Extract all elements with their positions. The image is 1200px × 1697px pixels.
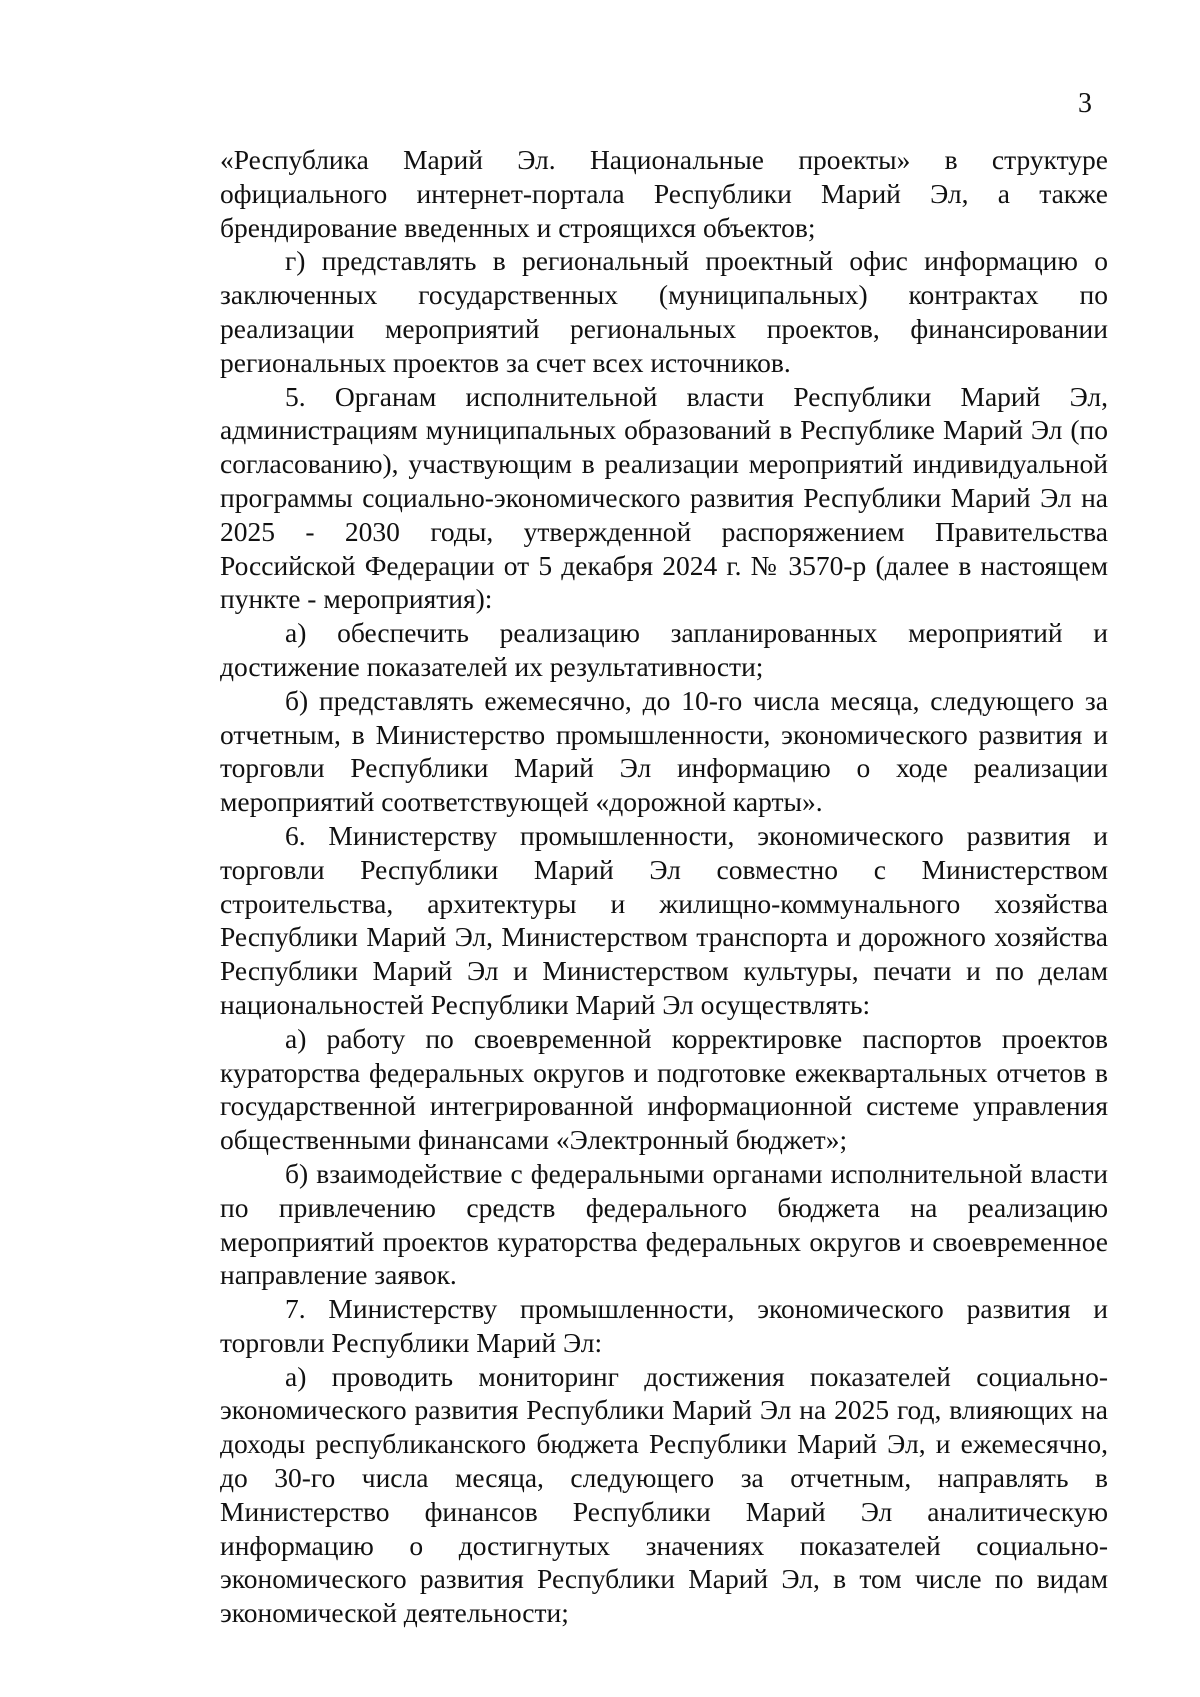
paragraph-6: 6. Министерству промышленности, экономического развития и торговли Республики Марий Эл совместно с Министерством строительства, архитектуры и жилищно-коммунального хозяйства Республики Марий Эл, Министерством транспорта и дорожного хозяйства Республики Марий Эл и Министерством культуры, печати и по делам национальностей Республики Марий Эл осуществлять: — [220, 819, 1108, 1020]
paragraph-5a: а) обеспечить реализацию запланированных мероприятий и достижение показателей их результативности; — [220, 617, 1108, 682]
paragraph-5: 5. Органам исполнительной власти Республики Марий Эл, администрациям муниципальных образований в Республике Марий Эл (по согласованию), участвующим в реализации мероприятий индивидуальной программы социально-экономического развития Республики Марий Эл на 2025 - 2030 годы, утвержденной распоряжением Правительства Российской Федерации от 5 декабря 2024 г. № 3570-р (далее в настоящем пункте - мероприятия): — [220, 380, 1108, 615]
document-body — [220, 143, 1108, 1630]
paragraph-5b: б) представлять ежемесячно, до 10-го числа месяца, следующего за отчетным, в Министерство промышленности, экономического развития и торговли Республики Марий Эл информацию о ходе реализации мероприятий соответствующей «дорожной карты». — [220, 684, 1108, 818]
paragraph-7: 7. Министерству промышленности, экономического развития и торговли Республики Марий Эл: — [220, 1293, 1108, 1358]
paragraph-4g: г) представлять в региональный проектный офис информацию о заключенных государственных (муниципальных) контрактах по реализации мероприятий региональных проектов, финансировании региональных проектов за счет всех источников. — [220, 245, 1108, 378]
page-number: 3 — [1078, 88, 1092, 119]
paragraph-6b: б) взаимодействие с федеральными органами исполнительной власти по привлечению средств федерального бюджета на реализацию мероприятий проектов кураторства федеральных округов и своевременное направление заявок. — [220, 1157, 1108, 1291]
paragraph-continuation: «Республика Марий Эл. Национальные проекты» в структуре официального интернет-портала Республики Марий Эл, а также брендирование введенных и строящихся объектов; — [220, 144, 1108, 243]
paragraph-6a: а) работу по своевременной корректировке паспортов проектов кураторства федеральных округов и подготовке ежеквартальных отчетов в государственной интегрированной информационной системе управления общественными финансами «Электронный бюджет»; — [220, 1022, 1108, 1156]
paragraph-7a: а) проводить мониторинг достижения показателей социально-экономического развития Республики Марий Эл на 2025 год, влияющих на доходы республиканского бюджета Республики Марий Эл, и ежемесячно, до 30-го числа месяца, следующего за отчетным, направлять в Министерство финансов Республики Марий Эл аналитическую информацию о достигнутых значениях показателей социально-экономического развития Республики Марий Эл, в том числе по видам экономической деятельности; — [220, 1360, 1108, 1629]
